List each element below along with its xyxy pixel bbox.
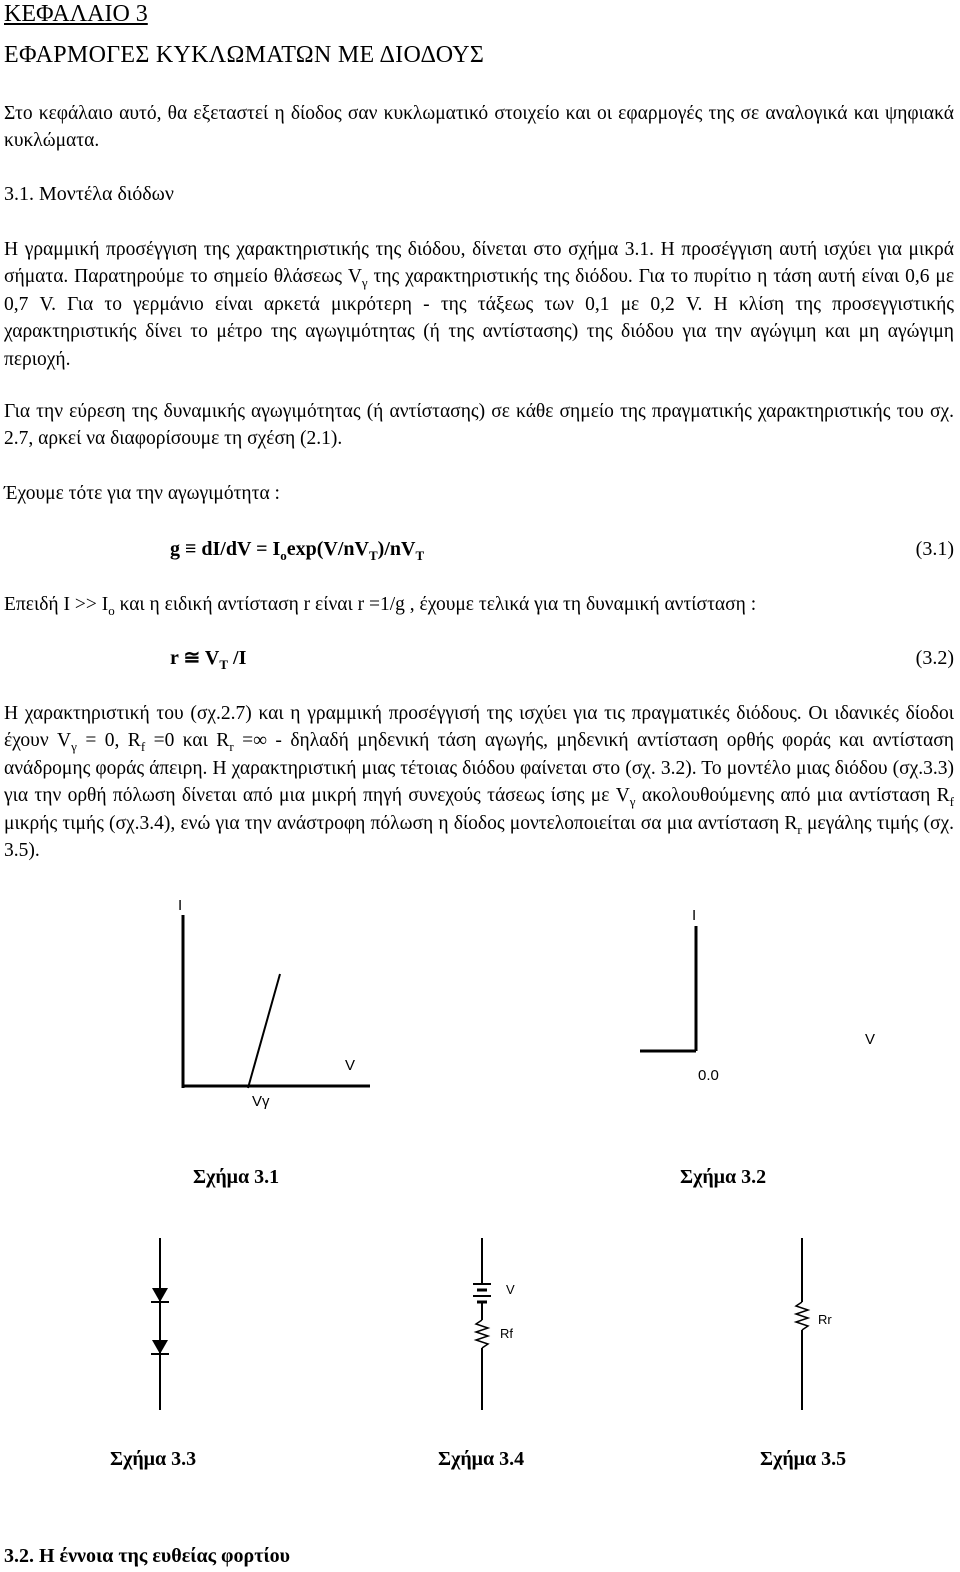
paragraph-ideal-diodes: Η χαρακτηριστική του (σχ.2.7) και η γραμμική προσέγγισή της ισχύει για τις πραγματικές διόδους. Οι ιδανικές δίοδοι έχουν $V_\gamma = 0$, $R_f =0$ και $R_r$ =∞ - δηλαδή μηδενική τάση αγωγής, μηδενική αντίσταση ορθής φοράς και αντίσταση ανάδρομης φοράς άπειρη. Η χαρακτηριστική μιας τέτοιας διόδου φαίνεται στο (σχ. 3.2). Το μοντέλο μιας διόδου (σχ.3.3) για την ορθή πόλωση δίνεται από μια μικρή πηγή συνεχούς τάσεως ίσης με $V_\gamma$ ακολουθούμενης από μια αντίσταση $R_f$ μικρής τιμής (σχ.3.4), ενώ για την ανάστροφη πόλωση η δίοδος μοντελοποιείται σα μια αντίσταση $R_r$ μεγάλης τιμής (σχ. 3.5).	[4, 703, 954, 862]
equation-3-1: $g \equiv dI/dV = I_o\exp(V/nV_T)/nV_T$	[170, 538, 425, 563]
equation-number-3-2: (3.2)	[915, 647, 954, 669]
paragraph-linear-approximation: Η γραμμική προσέγγιση της χαρακτηριστικής της διόδου, δίνεται στο σχήμα 3.1. Η προσέγγιση αυτή ισχύει για μικρά σήματα. Παρατηρούμε το σημείο θλάσεως $V_\gamma$ της χαρακτηριστικής της διόδου. Για το πυρίτιο η τάση αυτή είναι 0,6 με 0,7 V. Για το γερμάνιο είναι αρκετά μικρότερη - της τάξεως των 0,1 με 0,2 V. Η κλίση της προσεγγιστικής χαρακτηριστικής δίνει το μέτρο της αγωγιμότητας (ή της αντίστασης) της διόδου για την αγώγιμη και μη αγώγιμη περιοχή.	[4, 239, 955, 370]
fig4-rf-label: Rf	[500, 1326, 513, 1341]
fig1-i-label: I	[178, 897, 183, 914]
figure-3-4-caption: Σχήμα 3.4	[438, 1448, 525, 1470]
figure-3-1-caption: Σχήμα 3.1	[193, 1166, 280, 1188]
intro-paragraph: Στο κεφάλαιο αυτό, θα εξεταστεί η δίοδος σαν κυκλωματικό στοιχείο και οι εφαρμογές της σε αναλογικά και ψηφιακά κυκλώματα.	[4, 103, 954, 152]
equation-number-3-1: (3.1)	[915, 538, 954, 560]
diode-symbol-icon	[152, 1340, 168, 1354]
diode-symbol-icon	[152, 1288, 168, 1302]
figure-3-5-diagram	[780, 1232, 860, 1417]
fig1-v-label: V	[345, 1057, 356, 1074]
fig1-characteristic-line	[248, 974, 280, 1088]
figure-3-3-caption: Σχήμα 3.3	[110, 1448, 197, 1470]
fig2-zero-label: 0.0	[698, 1067, 719, 1084]
chapter-subtitle: ΕΦΑΡΜΟΓΕΣ ΚΥΚΛΩΜΑΤΩΝ ΜΕ ΔΙΟΔΟΥΣ	[4, 42, 485, 68]
fig2-i-label: I	[692, 907, 697, 924]
figure-3-2-caption: Σχήμα 3.2	[680, 1166, 767, 1188]
paragraph-dynamic-conductance: Για την εύρεση της δυναμικής αγωγιμότητας (ή αντίστασης) σε κάθε σημείο της πραγματικής χαρακτηριστικής του σχ. 2.7, αρκεί να διαφορίσουμε τη σχέση (2.1).	[4, 401, 954, 450]
fig5-rr-label: Rr	[818, 1312, 832, 1327]
figure-3-4-diagram	[460, 1232, 540, 1417]
fig2-v-label: V	[865, 1031, 876, 1048]
chapter-title: ΚΕΦΑΛΑΙΟ 3	[4, 1, 148, 27]
fig4-v-label: V	[506, 1282, 515, 1297]
figure-3-1-diagram	[150, 890, 400, 1110]
section-heading-load-line: 3.2. Η έννοια της ευθείας φορτίου	[4, 1545, 291, 1567]
equation-3-2: r ≅ $V_T$ /I	[170, 647, 247, 672]
resistor-icon	[476, 1320, 488, 1348]
paragraph-conductance-intro: Έχουμε τότε για την αγωγιμότητα :	[4, 483, 280, 504]
resistor-icon	[796, 1302, 808, 1330]
paragraph-since: Επειδή $I >> I_o$ και η ειδική αντίσταση r είναι r =1/g , έχουμε τελικά για τη δυναμική αντίσταση :	[4, 594, 757, 618]
fig1-vg-label: Vγ	[252, 1093, 270, 1110]
section-heading-models: 3.1. Μοντέλα διόδων	[4, 183, 174, 205]
figure-3-5-caption: Σχήμα 3.5	[760, 1448, 847, 1470]
figure-3-3-diagram	[140, 1232, 180, 1417]
figure-3-2-diagram	[640, 896, 880, 1091]
